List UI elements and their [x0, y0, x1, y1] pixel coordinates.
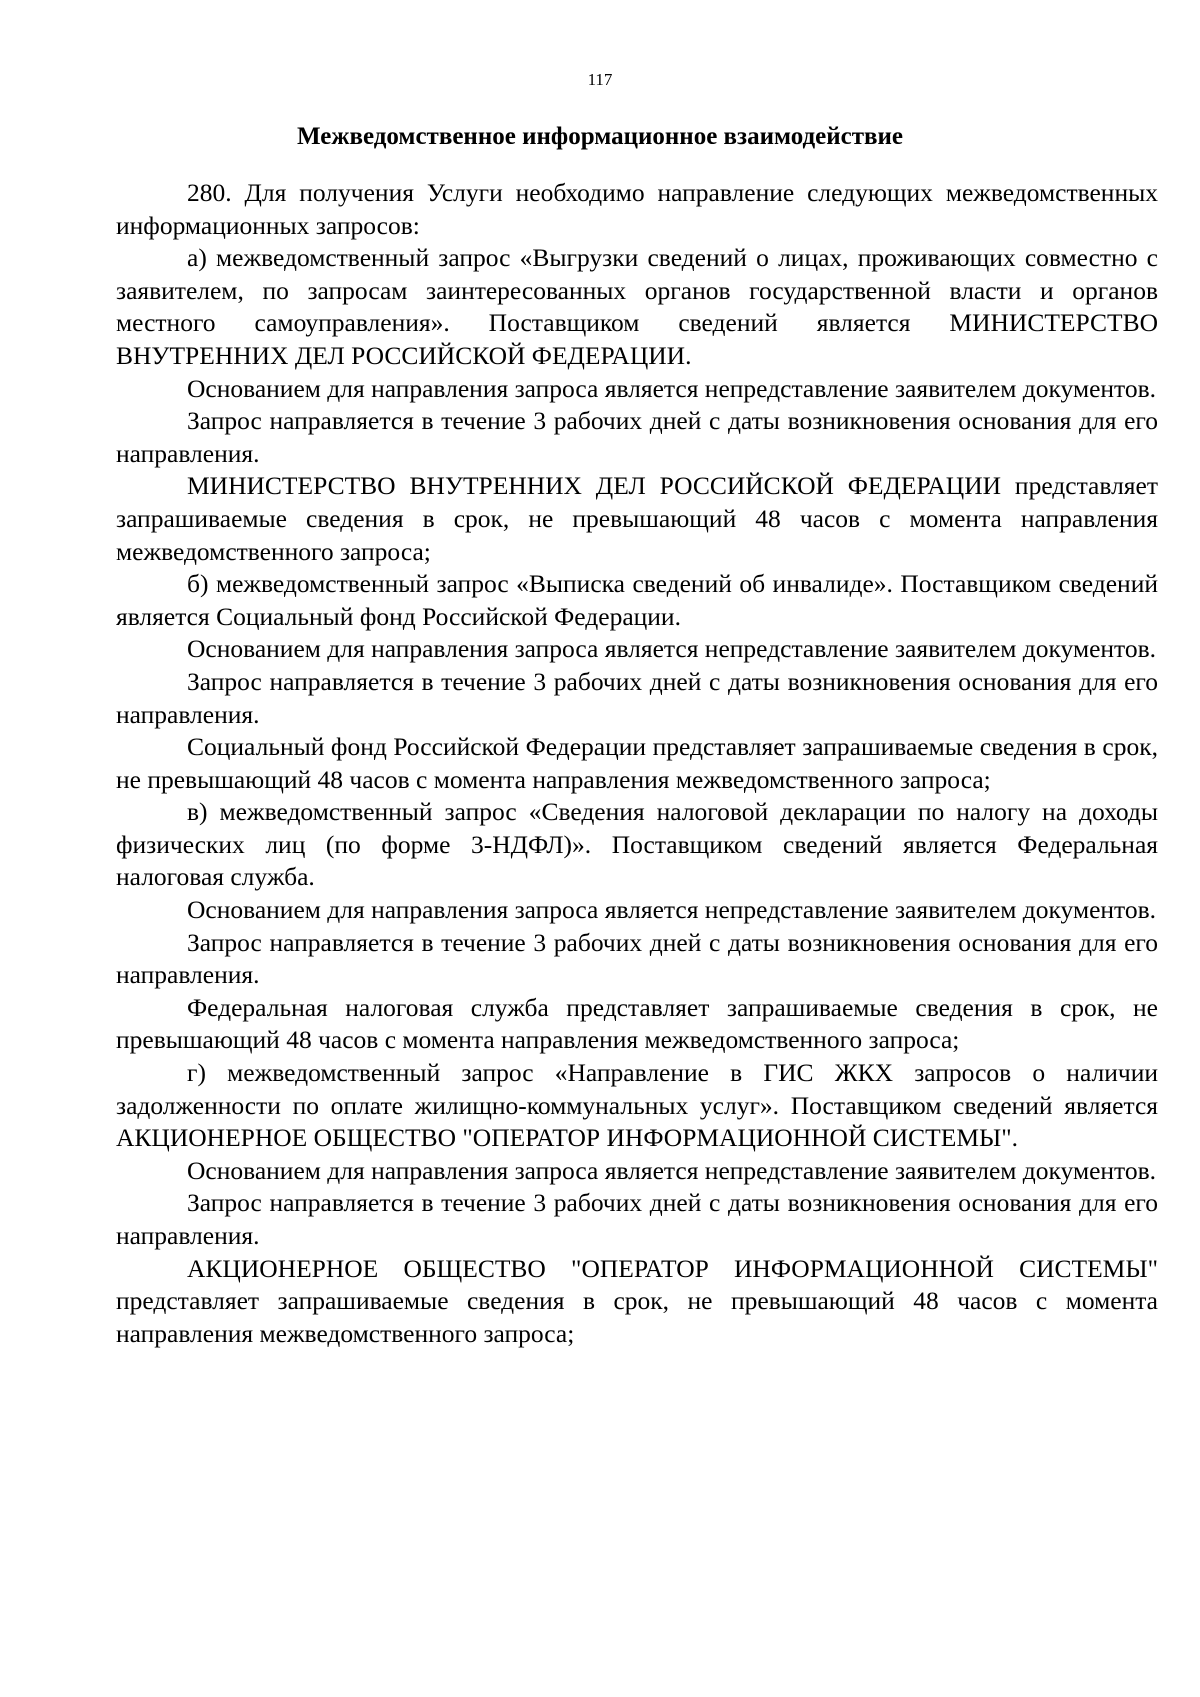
paragraph: Запрос направляется в течение 3 рабочих дней с даты возникновения основания для его направления.: [116, 1188, 1158, 1250]
paragraph: Основанием для направления запроса является непредставление заявителем документов.: [187, 1155, 1157, 1185]
paragraph: Федеральная налоговая служба представляет запрашиваемые сведения в срок, не превышающий 48 часов с момента направления межведомственного запроса;: [116, 992, 1158, 1055]
page-number: 117: [587, 70, 613, 89]
paragraph: 280. Для получения Услуги необходимо направление следующих межведомственных информационных запросов:: [116, 178, 1158, 240]
paragraph: Запрос направляется в течение 3 рабочих дней с даты возникновения основания для его направления.: [116, 406, 1158, 468]
paragraph: в) межведомственный запрос «Сведения налоговой декларации по налогу на доходы физических лиц (по форме 3-НДФЛ)». Поставщиком сведений является Федеральная налоговая служба.: [116, 797, 1158, 892]
paragraph: а) межведомственный запрос «Выгрузки сведений о лицах, проживающих совместно с заявителем, по запросам заинтересованных органов государственной власти и органов местного самоуправления». Поставщиком сведений является МИНИСТЕРСТВО ВНУТРЕННИХ ДЕЛ РОССИЙСКОЙ ФЕДЕРАЦИИ.: [116, 243, 1158, 370]
paragraph: г) межведомственный запрос «Направление в ГИС ЖКХ запросов о наличии задолженности по оплате жилищно-коммунальных услуг». Поставщиком сведений является АКЦИОНЕРНОЕ ОБЩЕСТВО "ОПЕРАТОР ИНФОРМАЦИОННОЙ СИСТЕМЫ".: [116, 1058, 1158, 1153]
paragraph: Социальный фонд Российской Федерации представляет запрашиваемые сведения в срок, не превышающий 48 часов с момента направления межведомственного запроса;: [116, 732, 1158, 794]
document-body: [116, 177, 1158, 1350]
section-title: Межведомственное информационное взаимодействие: [297, 123, 903, 150]
paragraph: АКЦИОНЕРНОЕ ОБЩЕСТВО "ОПЕРАТОР ИНФОРМАЦИОННОЙ СИСТЕМЫ" представляет запрашиваемые сведения в срок, не превышающий 48 часов с момента направления межведомственного запроса;: [116, 1253, 1158, 1348]
paragraph: Основанием для направления запроса является непредставление заявителем документов.: [187, 373, 1157, 403]
paragraph: Запрос направляется в течение 3 рабочих дней с даты возникновения основания для его направления.: [116, 927, 1158, 990]
paragraph: МИНИСТЕРСТВО ВНУТРЕННИХ ДЕЛ РОССИЙСКОЙ ФЕДЕРАЦИИ представляет запрашиваемые сведения в срок, не превышающий 48 часов с момента направления межведомственного запроса;: [116, 471, 1158, 566]
paragraph: Основанием для направления запроса является непредставление заявителем документов.: [187, 895, 1157, 925]
paragraph: Запрос направляется в течение 3 рабочих дней с даты возникновения основания для его направления.: [116, 666, 1158, 729]
paragraph: б) межведомственный запрос «Выписка сведений об инвалиде». Поставщиком сведений является Социальный фонд Российской Федерации.: [116, 569, 1158, 631]
paragraph: Основанием для направления запроса является непредставление заявителем документов.: [187, 634, 1157, 664]
